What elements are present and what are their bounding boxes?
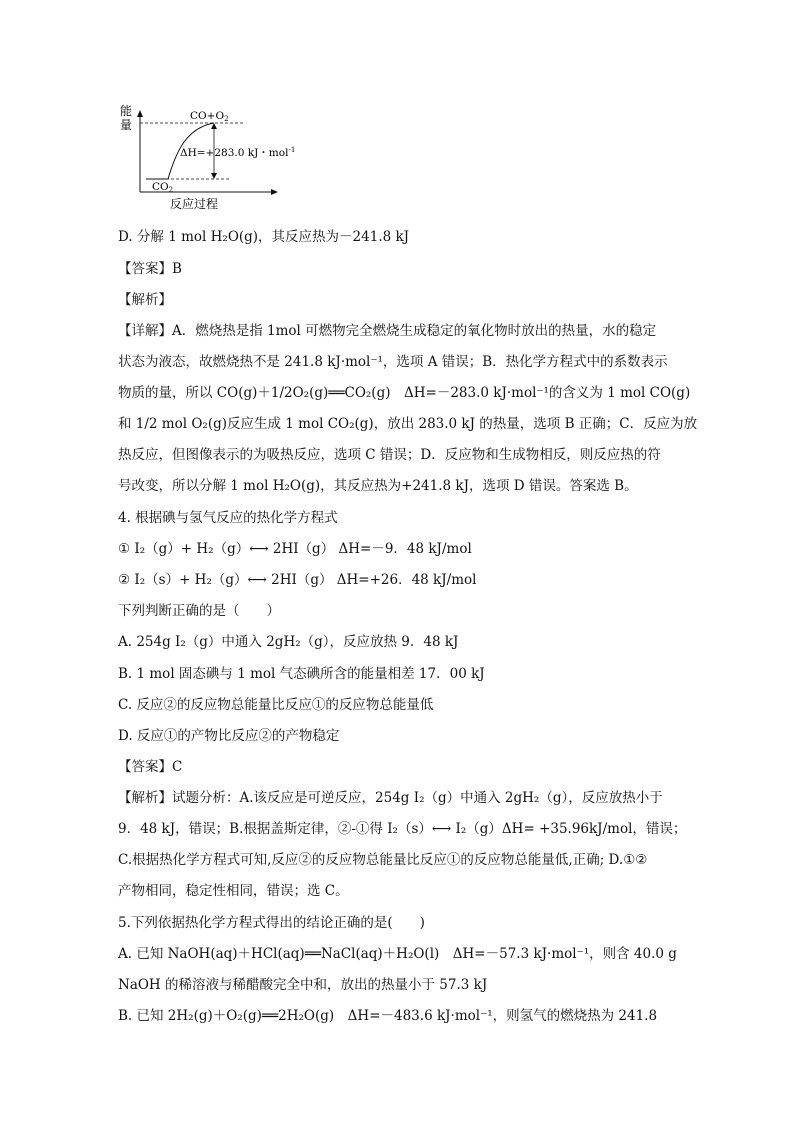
equation-2: ② I₂（s）+ H₂（g）⟷ 2HI（g） ΔH=+26．48 kJ/mol	[118, 572, 477, 588]
option-b-q4: B. 1 mol 固态碘与 1 mol 气态碘所含的能量相差 17．00 kJ	[118, 666, 485, 682]
answer-q4: 【答案】C	[118, 759, 183, 775]
equation-1: ① I₂（g）+ H₂（g）⟷ 2HI（g） ΔH=－9．48 kJ/mol	[118, 541, 472, 557]
analysis-line-1: 【解析】试题分析：A.该反应是可逆反应，254g I₂（g）中通入 2gH₂（g），反应放热小于	[118, 790, 663, 806]
y-axis-arrow	[137, 110, 143, 117]
analysis-line-4: 产物相同，稳定性相同，错误；选 C。	[118, 883, 349, 899]
energy-diagram-svg	[118, 102, 318, 214]
option-a-q4: A. 254g I₂（g）中通入 2gH₂（g），反应放热 9．48 kJ	[118, 634, 459, 650]
explanation-line-5: 热反应，但图像表示的为吸热反应，选项 C 错误；D．反应物和生成物相反，则反应热的符	[118, 447, 661, 463]
explanation-line-3: 物质的量，所以 CO(g)＋1/2O₂(g)══CO₂(g) ΔH=－283.0 kJ·mol⁻¹的含义为 1 mol CO(g)	[118, 385, 691, 401]
top-label: CO+O2	[190, 110, 229, 123]
y-label-1: 能	[120, 104, 133, 118]
option-b-q5: B. 已知 2H₂(g)＋O₂(g)══2H₂O(g) ΔH=－483.6 kJ·mol⁻¹，则氢气的燃烧热为 241.8	[118, 1008, 658, 1024]
explanation-line-6: 号改变，所以分解 1 mol H₂O(g)，其反应热为+241.8 kJ，选项 D 错误。答案选 B。	[118, 478, 638, 494]
explanation-line-2: 状态为液态，故燃烧热不是 241.8 kJ·mol⁻¹，选项 A 错误；B．热化学方程式中的系数表示	[118, 354, 668, 370]
delta-h-label: ΔH=+283.0 kJ・mol$^{-1}$	[180, 146, 296, 159]
y-label-2: 量	[120, 118, 133, 132]
analysis-line-3: C.根据热化学方程式可知,反应②的反应物总能量比反应①的反应物总能量低,正确; D.①②	[118, 852, 648, 868]
question-4-stem: 4. 根据碘与氢气反应的热化学方程式	[118, 510, 338, 526]
option-d-q4: D. 反应①的产物比反应②的产物稳定	[118, 728, 340, 744]
explanation-line-4: 和 1/2 mol O₂(g)反应生成 1 mol CO₂(g)，放出 283.0 kJ 的热量，选项 B 正确；C．反应为放	[118, 416, 698, 432]
energy-diagram	[118, 102, 318, 214]
delta-arrow-down	[211, 173, 217, 179]
question-4-prompt: 下列判断正确的是（ ）	[118, 603, 280, 619]
x-label: 反应过程	[170, 197, 219, 211]
question-5-stem: 5.下列依据热化学方程式得出的结论正确的是( )	[118, 915, 425, 931]
bottom-label: CO2	[152, 181, 174, 194]
option-d-q3: D. 分解 1 mol H₂O(g)，其反应热为－241.8 kJ	[118, 229, 410, 245]
option-a-q5-line-1: A. 已知 NaOH(aq)＋HCl(aq)══NaCl(aq)＋H₂O(l) ΔH=－57.3 kJ·mol⁻¹，则含 40.0 g	[118, 946, 677, 962]
option-c-q4: C. 反应②的反应物总能量比反应①的反应物总能量低	[118, 697, 434, 713]
explanation-line-1: 【详解】A．燃烧热是指 1mol 可燃物完全燃烧生成稳定的氧化物时放出的热量，水的稳定	[118, 323, 657, 339]
answer-q3: 【答案】B	[118, 261, 182, 277]
analysis-heading-q3: 【解析】	[118, 292, 172, 308]
analysis-line-2: 9．48 kJ，错误；B.根据盖斯定律，②-①得 I₂（s）⟷ I₂（g）ΔH= +35.96kJ/mol，错误；	[118, 821, 687, 837]
x-axis-arrow	[271, 189, 278, 195]
option-a-q5-line-2: NaOH 的稀溶液与稀醋酸完全中和，放出的热量小于 57.3 kJ	[118, 977, 488, 993]
